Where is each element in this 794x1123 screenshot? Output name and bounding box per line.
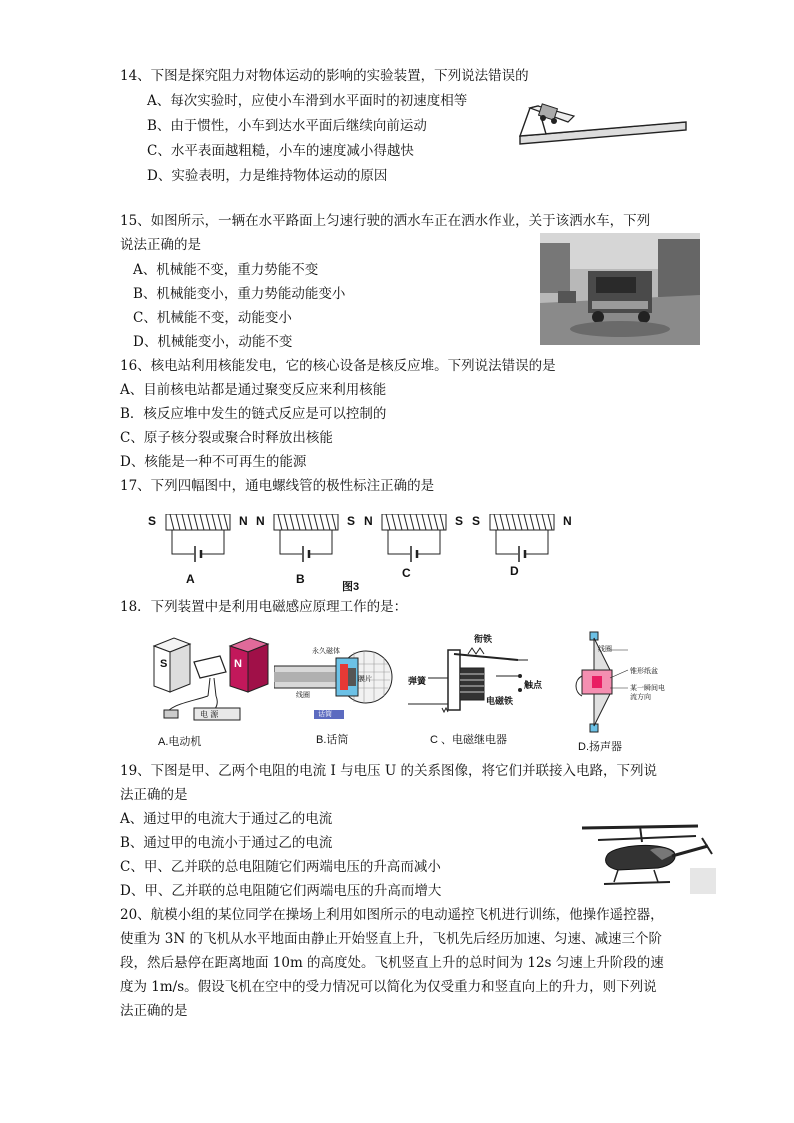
q15-option-b: B、机械能变小，重力势能动能变小 [133,286,346,302]
speaker-cone-label: 锥形纸盆 [630,668,658,675]
q20-line1: 20、航模小组的某位同学在操场上利用如图所示的电动遥控飞机进行训练，他操作遥控器， [120,907,664,923]
q16-option-d: D、核能是一种不可再生的能源 [120,454,307,470]
relay-label: C 、电磁继电器 [430,734,507,746]
solenoid-d-right-pole: N [563,514,572,528]
q19-stem-line1: 19、下图是甲、乙两个电阻的电流 I 与电压 U 的关系图像，将它们并联接入电路，下列说 [120,763,658,779]
solenoid-c [374,514,454,568]
q15-option-c: C、机械能不变，动能变小 [133,310,292,326]
solenoid-d-label: D [510,564,519,578]
q19-option-a: A、通过甲的电流大于通过乙的电流 [120,811,333,827]
q14-stem: 14、下图是探究阻力对物体运动的影响的实验装置，下列说法错误的 [120,68,529,84]
q16-option-a: A、目前核电站都是通过聚变反应来利用核能 [120,382,387,398]
motor-power-box: 电 源 [200,710,219,719]
q16-option-b: B．核反应堆中发生的链式反应是可以控制的 [120,406,387,422]
motor-n-pole: N [234,658,242,670]
q20-helicopter-photo [578,818,718,898]
q14-option-b: B、由于惯性，小车到达水平面后继续向前运动 [147,118,427,134]
q17-caption: 图3 [342,581,360,593]
microphone-base-label: 话筒 [318,711,332,718]
q16-stem: 16、核电站利用核能发电，它的核心设备是核反应堆。下列说法错误的是 [120,358,556,374]
q14-option-d: D、实验表明，力是维持物体运动的原因 [147,168,388,184]
solenoid-a-label: A [186,572,195,586]
solenoid-d-left-pole: S [472,514,481,528]
q15-sprinkler-truck-photo [540,233,700,345]
relay-electromagnet-label: 电磁铁 [486,696,514,706]
q20-line4: 度为 1m/s。假设飞机在空中的受力情况可以简化为仅受重力和竖直向上的升力，则下列说 [120,979,657,995]
q16-option-c: C、原子核分裂或聚合时释放出核能 [120,430,333,446]
q19-stem-line2: 法正确的是 [120,787,188,803]
q20-line3: 段，然后悬停在距离地面 10m 的高度处。飞机竖直上升的总时间为 12s 匀速上升阶段的速 [120,955,664,971]
speaker-coil-label: 线圈 [598,646,612,653]
speaker-label: D.扬声器 [578,741,622,753]
microphone-figure [274,644,404,726]
solenoid-d [482,514,562,568]
q17-solenoid-figures [140,508,580,594]
microphone-film-label: 膜片 [358,676,372,683]
solenoid-a [158,514,238,568]
solenoid-b-label: B [296,572,305,586]
q15-stem-line1: 15、如图所示，一辆在水平路面上匀速行驶的洒水车正在洒水作业，关于该洒水车，下列 [120,213,651,229]
q18-stem: 18．下列装置中是利用电磁感应原理工作的是： [120,599,408,615]
q17-stem: 17、下列四幅图中，通电螺线管的极性标注正确的是 [120,478,435,494]
microphone-magnet-label: 永久磁体 [312,648,340,655]
relay-iron-label: 衔铁 [474,634,493,644]
solenoid-c-label: C [402,566,411,580]
q18-figures [146,630,666,755]
motor-s-pole: S [160,658,168,670]
motor-label: A.电动机 [158,736,202,748]
solenoid-b-right-pole: S [347,514,356,528]
q14-incline-figure [516,100,690,152]
relay-contact-label: 触点 [524,680,543,690]
q15-option-d: D、机械能变小，动能不变 [133,334,293,350]
q19-option-c: C、甲、乙并联的总电阻随它们两端电压的升高而减小 [120,859,441,875]
solenoid-b [266,514,346,568]
q15-option-a: A、机械能不变，重力势能不变 [133,262,319,278]
solenoid-c-right-pole: S [455,514,464,528]
q14-option-a: A、每次实验时，应使小车滑到水平面时的初速度相等 [147,93,468,109]
microphone-label: B.话筒 [316,734,349,746]
q14-option-c: C、水平表面越粗糙，小车的速度减小得越快 [147,143,414,159]
speaker-current-label: 某一瞬间电流方向 [630,685,665,701]
q20-line2: 使重为 3N 的飞机从水平地面由静止开始竖直上升，飞机先后经历加速、匀速、减速三个阶 [120,931,662,947]
q19-option-b: B、通过甲的电流小于通过乙的电流 [120,835,333,851]
microphone-coil-label: 线圈 [296,692,310,699]
q19-option-d: D、甲、乙并联的总电阻随它们两端电压的升高而增大 [120,883,442,899]
solenoid-b-left-pole: N [256,514,265,528]
q15-stem-line2: 说法正确的是 [120,237,201,253]
relay-spring-label: 弹簧 [408,676,427,686]
solenoid-c-left-pole: N [364,514,373,528]
q20-line5: 法正确的是 [120,1003,188,1019]
solenoid-a-left-pole: S [148,514,157,528]
solenoid-a-right-pole: N [239,514,248,528]
